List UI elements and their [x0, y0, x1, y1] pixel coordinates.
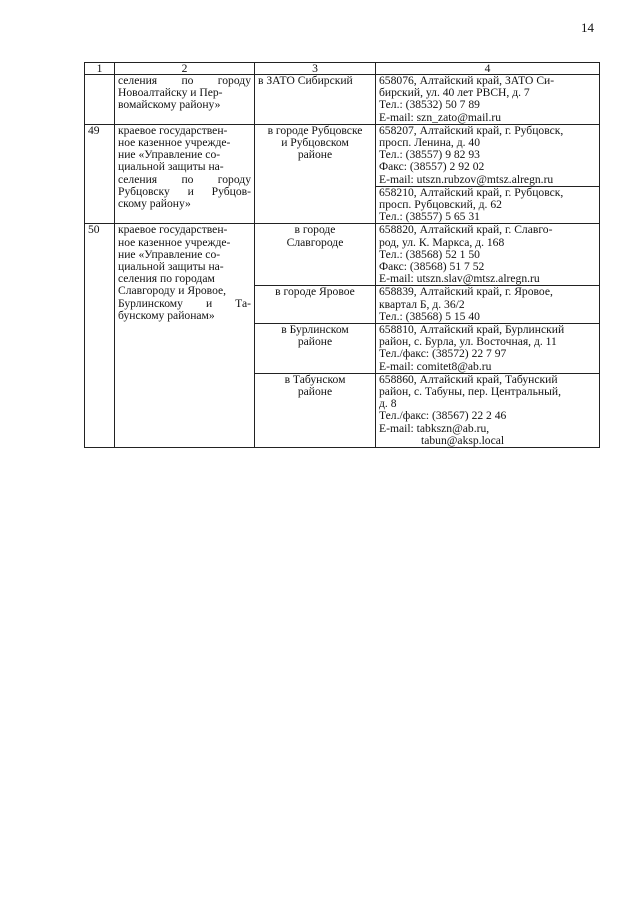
- email-line: E-mail: utszn.slav@mtsz.alregn.ru: [379, 272, 540, 286]
- office-location-cell: [255, 373, 376, 447]
- name-line: ние «Управление со-: [118, 247, 221, 261]
- institution-name-cell: [115, 75, 255, 125]
- office-line: районе: [297, 335, 333, 349]
- name-line: циальной защиты на-: [118, 260, 224, 274]
- column-header-2: 2: [115, 63, 255, 75]
- address-line: д. 8: [379, 397, 397, 411]
- table-header-row: [85, 63, 600, 75]
- institution-name-cell: [115, 224, 255, 448]
- phone-line: Тел.: (38557) 5 65 31: [379, 210, 480, 224]
- address-line: район, с. Табуны, пер. Центральный,: [379, 385, 561, 399]
- contact-address-cell: [376, 373, 600, 447]
- contact-address-cell: [376, 324, 600, 374]
- fax-line: Факс: (38557) 2 92 02: [379, 160, 485, 174]
- address-line: 658839, Алтайский край, г. Яровое,: [379, 285, 553, 299]
- address-line: род, ул. К. Маркса, д. 168: [379, 235, 505, 249]
- email-line: E-mail: szn_zato@mail.ru: [379, 110, 502, 124]
- office-location-cell: [255, 286, 376, 324]
- name-line: Славгороду и Яровое,: [118, 284, 227, 298]
- name-line: краевое государствен-: [118, 223, 228, 237]
- address-line: просп. Рубцовский, д. 62: [379, 198, 502, 212]
- email-line: E-mail: tabkszn@ab.ru,: [379, 421, 490, 435]
- office-location-cell: [255, 224, 376, 286]
- name-line: Рубцовску и Рубцов-: [118, 184, 251, 198]
- office-location-cell: [255, 324, 376, 374]
- office-line: в городе Яровое: [275, 285, 355, 299]
- phone-line: Тел.: (38568) 5 15 40: [379, 309, 480, 323]
- address-line: квартал Б, д. 36/2: [379, 297, 465, 311]
- office-line: в ЗАТО Сибирский: [258, 74, 353, 87]
- name-line: скому району»: [118, 197, 191, 211]
- name-line: ное казенное учрежде-: [118, 235, 231, 249]
- table-row: [85, 75, 600, 125]
- column-header-4: 4: [376, 63, 600, 75]
- phone-line: Тел.: (38568) 52 1 50: [379, 247, 480, 261]
- name-line: селения по городу: [118, 172, 251, 186]
- table-row: [85, 124, 600, 186]
- contact-address-cell: [376, 286, 600, 324]
- office-line: Славгороде: [286, 235, 344, 249]
- fax-line: Факс: (38568) 51 7 52: [379, 260, 485, 274]
- name-line: ние «Управление со-: [118, 148, 221, 162]
- row-number-cell: 50: [85, 224, 115, 448]
- institutions-table: [84, 62, 600, 448]
- office-line: в городе: [294, 223, 336, 237]
- name-line: краевое государствен-: [118, 123, 228, 137]
- phone-line: Тел./факс: (38567) 22 2 46: [379, 409, 507, 423]
- table-row: [85, 224, 600, 286]
- office-location-cell: [255, 75, 376, 125]
- column-header-1: 1: [85, 63, 115, 75]
- address-line: 658810, Алтайский край, Бурлинский: [379, 323, 565, 337]
- institution-name-cell: [115, 124, 255, 224]
- office-line: районе: [297, 148, 333, 162]
- office-line: в Табунском: [284, 372, 346, 386]
- email-line: E-mail: comitet8@ab.ru: [379, 359, 492, 373]
- address-line: 658860, Алтайский край, Табунский: [379, 372, 558, 386]
- address-line: 658210, Алтайский край, г. Рубцовск,: [379, 185, 564, 199]
- row-number-cell: 49: [85, 124, 115, 224]
- email-line: E-mail: utszn.rubzov@mtsz.alregn.ru: [379, 172, 554, 186]
- address-line: 658076, Алтайский край, ЗАТО Си-: [379, 74, 555, 87]
- name-line: селения по городам: [118, 272, 215, 286]
- contact-address-cell: [376, 75, 600, 125]
- contact-address-cell: [376, 224, 600, 286]
- contact-address-cell: [376, 186, 600, 224]
- row-number-cell: [85, 75, 115, 125]
- office-line: в Бурлинском: [281, 323, 349, 337]
- address-line: район, с. Бурла, ул. Восточная, д. 11: [379, 335, 557, 349]
- office-line: районе: [297, 385, 333, 399]
- name-line: Бурлинскому и Та-: [118, 296, 251, 310]
- office-line: в городе Рубцовске: [267, 123, 363, 137]
- name-line: вомайскому району»: [118, 98, 221, 112]
- email-line: tabun@aksp.local: [421, 433, 505, 447]
- name-line: циальной защиты на-: [118, 160, 224, 174]
- page-number: 14: [581, 20, 594, 35]
- name-line: ное казенное учрежде-: [118, 136, 231, 150]
- office-line: и Рубцовском: [281, 136, 349, 150]
- office-location-cell: [255, 124, 376, 224]
- column-header-3: 3: [255, 63, 376, 75]
- address-line: бирский, ул. 40 лет РВСН, д. 7: [379, 86, 530, 100]
- name-line: Новоалтайску и Пер-: [118, 86, 223, 100]
- address-line: 658820, Алтайский край, г. Славго-: [379, 223, 553, 237]
- phone-line: Тел.: (38557) 9 82 93: [379, 148, 480, 162]
- phone-line: Тел./факс: (38572) 22 7 97: [379, 347, 507, 361]
- name-line: селения по городу: [118, 74, 251, 87]
- contact-address-cell: [376, 124, 600, 186]
- name-line: бунскому районам»: [118, 308, 215, 322]
- address-line: 658207, Алтайский край, г. Рубцовск,: [379, 123, 564, 137]
- phone-line: Тел.: (38532) 50 7 89: [379, 98, 480, 112]
- address-line: просп. Ленина, д. 40: [379, 136, 481, 150]
